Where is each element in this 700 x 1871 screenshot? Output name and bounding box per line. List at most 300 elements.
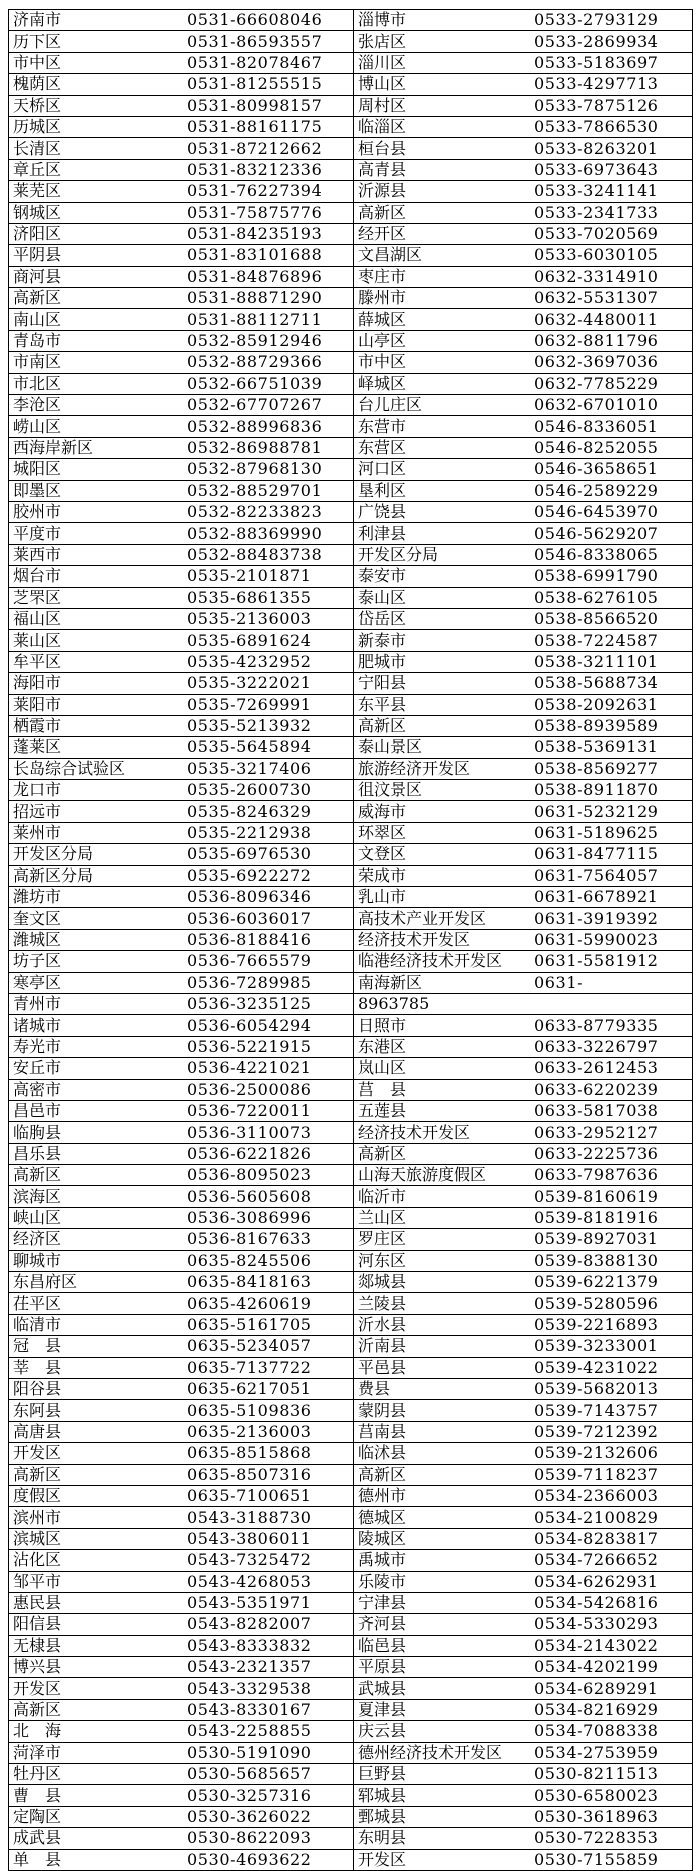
phone-number: 0536-3110073 <box>187 1122 312 1142</box>
district-name: 泰山景区 <box>358 737 423 757</box>
entry <box>13 1016 353 1036</box>
entry <box>13 1037 353 1057</box>
entry-cell-right <box>354 1100 693 1121</box>
table-row <box>9 373 693 394</box>
table-row <box>9 330 693 351</box>
entry <box>13 1593 353 1613</box>
district-name: 定陶区 <box>13 1807 62 1826</box>
district-name: 潍城区 <box>13 929 62 949</box>
entry-cell-right <box>354 138 693 159</box>
table-row <box>9 1400 693 1421</box>
phone-number: 0533-2341733 <box>534 202 659 222</box>
phone-number: 0546-8336051 <box>534 416 659 436</box>
table-row <box>9 865 693 886</box>
table-row <box>9 1165 693 1186</box>
entry <box>358 331 692 351</box>
entry-cell-right <box>354 1229 693 1250</box>
entry-cell-left <box>9 1336 354 1357</box>
entry <box>13 139 353 159</box>
entry-cell-right <box>354 1485 693 1506</box>
entry-cell-left <box>9 1764 354 1785</box>
district-name: 高新区 <box>13 288 62 308</box>
district-name: 聊城市 <box>13 1250 62 1270</box>
phone-number: 0530-3618963 <box>534 1807 659 1826</box>
district-name: 天桥区 <box>13 95 62 115</box>
phone-number: 0532-82233823 <box>187 502 323 522</box>
entry <box>13 1336 353 1356</box>
phone-number: 0631-3919392 <box>534 908 659 928</box>
phone-number: 0531-82078467 <box>187 52 323 72</box>
entry <box>358 203 692 223</box>
phone-number: 0535-8246329 <box>187 801 312 821</box>
entry <box>13 310 353 330</box>
entry-cell-right <box>354 245 693 266</box>
entry <box>13 652 353 672</box>
entry-cell-left <box>9 437 354 458</box>
phone-number: 0532-88483738 <box>187 544 323 564</box>
entry <box>13 1807 353 1827</box>
entry-cell-right <box>354 844 693 865</box>
table-row <box>9 1785 693 1806</box>
district-name: 高新区 <box>13 1700 62 1720</box>
phone-number: 0534-2100829 <box>534 1507 659 1527</box>
phone-number: 0631-5232129 <box>534 801 659 821</box>
district-name: 河口区 <box>358 459 407 479</box>
phone-number: 0633-2952127 <box>534 1122 659 1142</box>
entry <box>358 802 692 822</box>
entry <box>358 1336 692 1356</box>
entry-cell-left <box>9 1614 354 1635</box>
phone-number: 0539-3233001 <box>534 1336 659 1356</box>
entry-cell-left <box>9 1485 354 1506</box>
entry-cell-left <box>9 1379 354 1400</box>
district-name: 市南区 <box>13 352 62 372</box>
table-row <box>9 416 693 437</box>
phone-number: 0531-81255515 <box>187 74 323 94</box>
phone-number: 0535-6891624 <box>187 630 312 650</box>
entry-cell-left <box>9 1443 354 1464</box>
entry-cell-left <box>9 95 354 116</box>
entry <box>358 588 692 608</box>
phone-number: 0546-6453970 <box>534 502 659 522</box>
table-row <box>9 993 693 1014</box>
entry <box>358 1807 692 1827</box>
phone-number: 0539-8927031 <box>534 1229 659 1249</box>
entry <box>13 374 353 394</box>
phone-number: 0546-8252055 <box>534 438 659 457</box>
entry <box>358 1101 692 1121</box>
district-name: 临清市 <box>13 1315 62 1335</box>
entry-cell-left <box>9 951 354 972</box>
table-row <box>9 822 693 843</box>
entry-cell-right <box>354 951 693 972</box>
phone-number: 0530-3626022 <box>187 1807 312 1826</box>
district-name: 昌邑市 <box>13 1101 62 1121</box>
entry-cell-right <box>354 288 693 309</box>
entry-cell-left <box>9 501 354 522</box>
phone-number: 0536-8188416 <box>187 929 312 949</box>
district-name: 滨州市 <box>13 1507 62 1527</box>
phone-number: 0534-5330293 <box>534 1614 659 1634</box>
entry-cell-right <box>354 801 693 822</box>
phone-number: 0631-7564057 <box>534 865 659 885</box>
entry-cell-left <box>9 694 354 715</box>
district-name: 河东区 <box>358 1250 407 1270</box>
entry <box>13 203 353 223</box>
entry-cell-left <box>9 159 354 180</box>
table-row <box>9 1571 693 1592</box>
district-name: 茌平区 <box>13 1293 62 1313</box>
entry-cell-left <box>9 1400 354 1421</box>
entry <box>358 566 692 586</box>
district-name: 牟平区 <box>13 651 62 671</box>
district-name: 槐荫区 <box>13 74 62 94</box>
district-name: 宁津县 <box>358 1593 407 1613</box>
phone-number: 0538-3211101 <box>534 651 659 671</box>
table-row <box>9 1100 693 1121</box>
entry <box>13 74 353 94</box>
entry <box>358 481 692 501</box>
phone-number: 0538-6276105 <box>534 587 659 607</box>
district-name: 冠 县 <box>13 1336 62 1356</box>
table-row <box>9 630 693 651</box>
entry-cell-right <box>354 929 693 950</box>
phone-number: 0538-8569277 <box>534 758 659 778</box>
table-row <box>9 1379 693 1400</box>
entry-cell-left <box>9 1678 354 1699</box>
table-row <box>9 887 693 908</box>
entry-cell-left <box>9 10 354 31</box>
district-name: 东明县 <box>358 1828 407 1848</box>
district-name: 岱岳区 <box>358 609 407 629</box>
district-name: 庆云县 <box>358 1721 407 1741</box>
entry-cell-right <box>354 822 693 843</box>
entry <box>13 502 353 522</box>
entry <box>358 887 692 907</box>
entry-cell-right <box>354 1036 693 1057</box>
table-row <box>9 501 693 522</box>
entry-cell-right <box>354 1464 693 1485</box>
phone-number: 0531-76227394 <box>187 181 323 201</box>
entry <box>13 1550 353 1570</box>
phone-number: 0538-8911870 <box>534 780 659 800</box>
district-name: 文登区 <box>358 844 407 864</box>
district-name: 罗庄区 <box>358 1229 407 1249</box>
entry-cell-left <box>9 373 354 394</box>
entry-cell-left <box>9 523 354 544</box>
entry-cell-left <box>9 1229 354 1250</box>
entry-cell-left <box>9 1036 354 1057</box>
district-name: 威海市 <box>358 801 407 821</box>
phone-number: 0635-8507316 <box>187 1464 312 1484</box>
entry <box>13 288 353 308</box>
entry <box>13 459 353 479</box>
district-name: 滨城区 <box>13 1528 62 1548</box>
district-name: 经济技术开发区 <box>358 1122 471 1142</box>
district-name: 肥城市 <box>358 651 407 671</box>
entry <box>13 481 353 501</box>
district-name: 泰安市 <box>358 566 407 586</box>
entry <box>13 609 353 629</box>
entry <box>358 780 692 800</box>
phone-number: 0536-7220011 <box>187 1101 312 1121</box>
entry <box>13 545 353 565</box>
district-name: 费县 <box>358 1379 391 1399</box>
entry <box>13 1358 353 1378</box>
district-name: 德州市 <box>358 1486 407 1506</box>
entry <box>358 139 692 159</box>
phone-number: 0534-5426816 <box>534 1593 659 1613</box>
phone-directory-table <box>8 9 693 1871</box>
district-name: 夏津县 <box>358 1700 407 1720</box>
entry <box>358 652 692 672</box>
entry <box>358 1465 692 1485</box>
phone-number: 0536-8096346 <box>187 887 312 907</box>
phone-number: 0535-4232952 <box>187 651 312 671</box>
phone-number: 0532-88369990 <box>187 523 323 543</box>
table-row <box>9 52 693 73</box>
phone-number: 0543-8333832 <box>187 1635 312 1655</box>
entry-cell-left <box>9 587 354 608</box>
district-name: 巨野县 <box>358 1764 407 1784</box>
entry <box>358 545 692 565</box>
entry-cell-right <box>354 1357 693 1378</box>
entry <box>13 1786 353 1806</box>
phone-number: 0635-2136003 <box>187 1421 312 1441</box>
entry <box>13 224 353 244</box>
entry <box>13 887 353 907</box>
phone-number: 0632-3314910 <box>534 266 659 286</box>
entry-cell-left <box>9 1742 354 1763</box>
entry <box>13 588 353 608</box>
phone-number: 0546-2589229 <box>534 480 659 500</box>
district-name: 经济区 <box>13 1229 62 1249</box>
entry <box>13 1379 353 1399</box>
phone-number: 0631-5581912 <box>534 951 659 971</box>
district-name: 邹平市 <box>13 1571 62 1591</box>
entry <box>13 1721 353 1741</box>
phone-number: 0535-6861355 <box>187 587 312 607</box>
entry <box>13 417 353 437</box>
entry <box>358 716 692 736</box>
table-row <box>9 1443 693 1464</box>
entry <box>13 53 353 73</box>
district-name: 高技术产业开发区 <box>358 908 487 928</box>
table-row <box>9 245 693 266</box>
phone-number: 0532-66751039 <box>187 373 323 393</box>
entry-cell-right <box>354 116 693 137</box>
district-name: 西海岸新区 <box>13 438 94 457</box>
entry-cell-left <box>9 480 354 501</box>
entry <box>358 930 692 950</box>
table-row <box>9 1550 693 1571</box>
phone-number: 0531-83101688 <box>187 245 323 265</box>
table-row <box>9 801 693 822</box>
entry <box>13 973 353 993</box>
entry <box>358 267 692 287</box>
phone-number: 0536-7289985 <box>187 972 312 992</box>
phone-number: 0538-2092631 <box>534 694 659 714</box>
district-name: 坊子区 <box>13 951 62 971</box>
table-row <box>9 1699 693 1720</box>
district-name: 牡丹区 <box>13 1764 62 1784</box>
entry-cell-left <box>9 758 354 779</box>
entry-cell-right <box>354 1336 693 1357</box>
entry <box>358 1080 692 1100</box>
district-name: 高新区 <box>13 1464 62 1484</box>
entry <box>13 245 353 265</box>
entry-cell-right <box>354 1443 693 1464</box>
district-name: 利津县 <box>358 523 407 543</box>
entry <box>13 1422 353 1442</box>
entry <box>358 224 692 244</box>
entry-cell-left <box>9 1721 354 1742</box>
table-row <box>9 10 693 31</box>
table-row <box>9 1507 693 1528</box>
table-row <box>9 202 693 223</box>
district-name: 莒 县 <box>358 1079 407 1099</box>
entry <box>358 181 692 201</box>
entry-cell-right <box>354 780 693 801</box>
entry-cell-left <box>9 715 354 736</box>
entry-cell-left <box>9 865 354 886</box>
phone-number: 0534-2143022 <box>534 1635 659 1655</box>
phone-number: 0539-7143757 <box>534 1400 659 1420</box>
entry-cell-left <box>9 608 354 629</box>
district-name: 泰山区 <box>358 587 407 607</box>
phone-number: 0635-5234057 <box>187 1336 312 1356</box>
phone-number: 0531-66608046 <box>187 10 323 30</box>
district-name: 五莲县 <box>358 1101 407 1121</box>
phone-number: 0534-6262931 <box>534 1571 659 1591</box>
entry-cell-right <box>354 480 693 501</box>
district-name: 招远市 <box>13 801 62 821</box>
district-name: 东阿县 <box>13 1400 62 1420</box>
entry <box>358 160 692 180</box>
entry <box>358 524 692 544</box>
district-name: 兰陵县 <box>358 1293 407 1313</box>
district-name: 临淄区 <box>358 117 407 137</box>
entry <box>358 1743 692 1763</box>
table-row <box>9 1058 693 1079</box>
district-name: 莱山区 <box>13 630 62 650</box>
entry-cell-right <box>354 1806 693 1827</box>
entry <box>13 1614 353 1634</box>
phone-number: 0531-84876896 <box>187 266 323 286</box>
entry <box>13 1165 353 1185</box>
table-row <box>9 951 693 972</box>
district-name: 长岛综合试验区 <box>13 758 126 778</box>
entry <box>13 1229 353 1249</box>
district-name: 市中区 <box>13 52 62 72</box>
entry-cell-right <box>354 1635 693 1656</box>
table-row <box>9 1421 693 1442</box>
district-name: 莱州市 <box>13 823 62 843</box>
phone-number: 0530-5191090 <box>187 1742 312 1762</box>
entry <box>13 780 353 800</box>
district-name: 市北区 <box>13 373 62 393</box>
table-row <box>9 1229 693 1250</box>
table-row <box>9 74 693 95</box>
entry <box>13 994 353 1014</box>
entry-cell-left <box>9 245 354 266</box>
phone-number: 0538-8939589 <box>534 716 659 736</box>
district-name: 新泰市 <box>358 630 407 650</box>
phone-number: 0535-6922272 <box>187 865 312 885</box>
district-name: 历下区 <box>13 31 62 51</box>
table-row <box>9 1764 693 1785</box>
entry <box>358 32 692 52</box>
phone-number: 0535-3222021 <box>187 673 312 693</box>
phone-number: 0536-7665579 <box>187 951 312 971</box>
phone-number: 0539-8181916 <box>534 1208 659 1228</box>
entry <box>13 1850 353 1870</box>
phone-number: 0635-5109836 <box>187 1400 312 1420</box>
entry-cell-left <box>9 138 354 159</box>
entry-cell-right <box>354 737 693 758</box>
phone-number: 0532-86988781 <box>187 438 323 457</box>
phone-number: 0535-3217406 <box>187 758 312 778</box>
district-name: 惠民县 <box>13 1593 62 1613</box>
district-name: 平邑县 <box>358 1357 407 1377</box>
entry-cell-right <box>354 972 693 993</box>
entry <box>358 96 692 116</box>
district-name: 钢城区 <box>13 202 62 222</box>
entry-cell-left <box>9 116 354 137</box>
table-row <box>9 737 693 758</box>
entry-cell-left <box>9 1186 354 1207</box>
entry <box>358 417 692 437</box>
phone-number: 0632-3697036 <box>534 352 659 372</box>
entry <box>13 802 353 822</box>
district-name: 淄川区 <box>358 52 407 72</box>
district-name: 东昌府区 <box>13 1272 78 1292</box>
table-row <box>9 159 693 180</box>
district-name: 开发区分局 <box>358 544 439 564</box>
entry-cell-right <box>354 1058 693 1079</box>
entry <box>13 1315 353 1335</box>
entry-cell-right <box>354 459 693 480</box>
entry <box>13 1208 353 1228</box>
entry-cell-right <box>354 1165 693 1186</box>
phone-number: 0632-7785229 <box>534 373 659 393</box>
phone-number: 0633-5817038 <box>534 1101 659 1121</box>
district-name: 郯城县 <box>358 1272 407 1292</box>
phone-number: 0536-8095023 <box>187 1165 312 1185</box>
district-name: 芝罘区 <box>13 587 62 607</box>
entry-cell-right <box>354 1785 693 1806</box>
entry <box>358 1251 692 1271</box>
table-row <box>9 181 693 202</box>
entry <box>358 1828 692 1848</box>
phone-number: 0531-87212662 <box>187 138 323 158</box>
district-name: 临沭县 <box>358 1443 407 1463</box>
entry-cell-right <box>354 1699 693 1720</box>
phone-number: 0533-6030105 <box>534 245 659 265</box>
entry <box>358 74 692 94</box>
phone-number: 0539-5682013 <box>534 1379 659 1399</box>
phone-number: 0534-8283817 <box>534 1528 659 1548</box>
district-name: 高新区 <box>13 1165 62 1185</box>
entry <box>358 1058 692 1078</box>
entry-cell-right <box>354 523 693 544</box>
phone-number: 0536-6054294 <box>187 1015 312 1035</box>
district-name: 沂源县 <box>358 181 407 201</box>
entry <box>358 1272 692 1292</box>
phone-number: 0539-6221379 <box>534 1272 659 1292</box>
district-name: 东营区 <box>358 438 407 457</box>
district-name: 阳信县 <box>13 1614 62 1634</box>
